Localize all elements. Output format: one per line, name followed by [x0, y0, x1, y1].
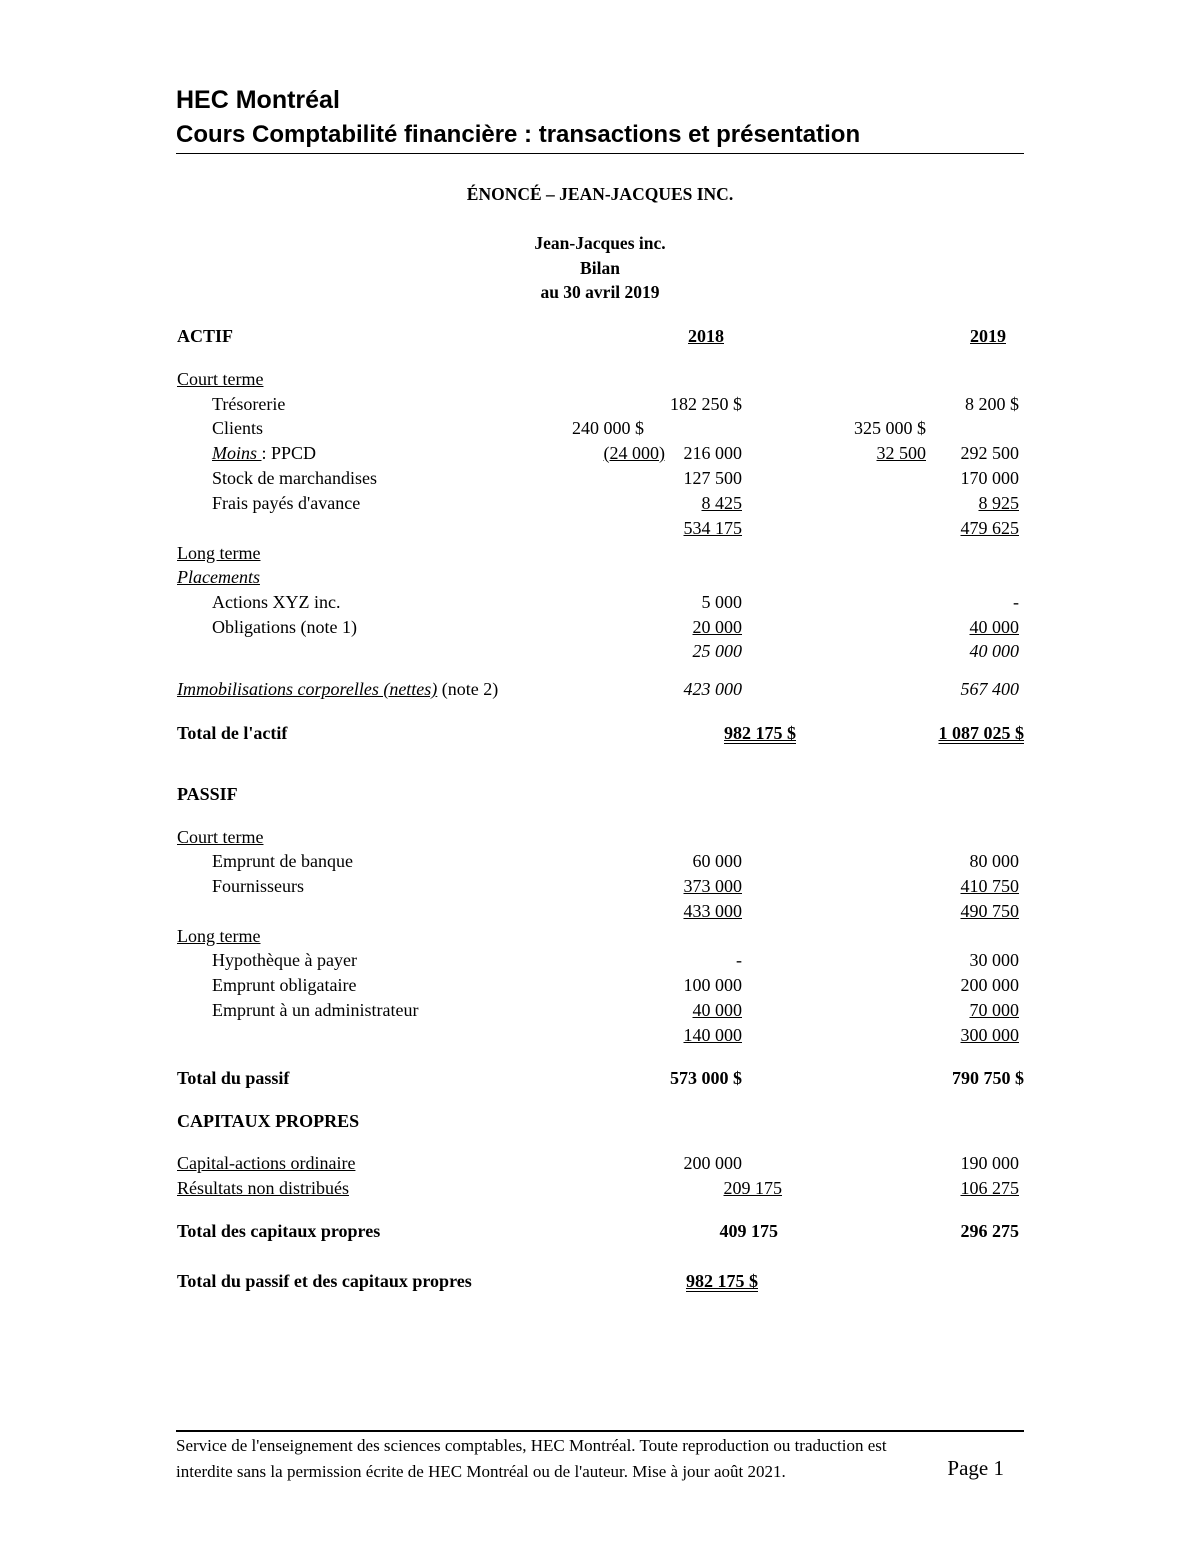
value-2018: 982 175 $ [724, 723, 796, 743]
table-row [0, 441, 1200, 465]
value-2018: 982 175 $ [686, 1271, 758, 1291]
table-row [0, 392, 1200, 416]
passif-long-terme-heading: Long terme [177, 926, 261, 946]
value-2019: 296 275 [960, 1221, 1019, 1241]
row-label: Clients [212, 418, 264, 438]
table-row [0, 998, 1200, 1022]
table-row [0, 590, 1200, 614]
row-label: Emprunt à un administrateur [212, 1000, 419, 1020]
document-title: ÉNONCÉ – JEAN-JACQUES INC. [466, 184, 734, 204]
placements-heading-row [0, 565, 1200, 589]
value-2019: 106 275 [960, 1178, 1019, 1198]
capitaux-header-row [0, 1109, 1200, 1133]
moins-label: Moins [212, 443, 262, 463]
value-2019: 300 000 [960, 1025, 1019, 1045]
row-label [177, 677, 498, 701]
table-row [0, 1151, 1200, 1175]
subtotal-row [0, 639, 1200, 663]
value-2018: 127 500 [683, 468, 742, 488]
value-2018: 40 000 [692, 1000, 742, 1020]
row-label: Obligations (note 1) [212, 617, 357, 637]
row-label: Capital-actions ordinaire [177, 1153, 356, 1173]
value-2018: 8 425 [701, 493, 742, 513]
year-2019-header: 2019 [970, 326, 1006, 346]
statement-name: Bilan [580, 258, 620, 278]
sub-value-2019: 325 000 $ [854, 418, 926, 438]
value-2019: 790 750 $ [952, 1068, 1024, 1088]
value-2018: 25 000 [692, 641, 742, 661]
footer-line-2: interdite sans la permission écrite de HEC Montréal ou de l'auteur. Mise à jour août 2021. [176, 1462, 786, 1481]
row-label: Résultats non distribués [177, 1178, 349, 1198]
passif-ct-heading-row [0, 825, 1200, 849]
sub-value-2019: 32 500 [876, 443, 926, 463]
footer-divider [176, 1430, 1024, 1432]
subtotal-row [0, 516, 1200, 540]
value-2019: 30 000 [969, 950, 1019, 970]
value-2019: 40 000 [969, 617, 1019, 637]
total-row [0, 1066, 1200, 1090]
value-2018: 409 175 [719, 1221, 778, 1241]
value-2019: 80 000 [969, 851, 1019, 871]
value-2019: 479 625 [960, 518, 1019, 538]
page-number: Page 1 [947, 1456, 1004, 1480]
value-2018: 216 000 [683, 443, 742, 463]
value-2019: 567 400 [960, 679, 1019, 699]
actif-long-terme-heading: Long terme [177, 543, 261, 563]
value-2019: - [1013, 592, 1019, 612]
actif-lt-heading-row [0, 541, 1200, 565]
value-2018: 573 000 $ [670, 1068, 742, 1088]
passif-heading: PASSIF [177, 784, 238, 804]
year-2018-header: 2018 [688, 326, 724, 346]
table-row [0, 874, 1200, 898]
value-2019: 410 750 [960, 876, 1019, 896]
value-2019: 200 000 [960, 975, 1019, 995]
row-label: Trésorerie [212, 394, 286, 414]
subtotal-row [0, 899, 1200, 923]
company-name: Jean-Jacques inc. [534, 233, 666, 253]
table-row [0, 973, 1200, 997]
value-2018: 20 000 [692, 617, 742, 637]
value-2019: 1 087 025 $ [938, 723, 1024, 743]
school-name: HEC Montréal [176, 86, 340, 114]
value-2018: 182 250 $ [670, 394, 742, 414]
sub-value-2018: 240 000 $ [572, 418, 644, 438]
table-row [0, 849, 1200, 873]
total-row [0, 721, 1200, 745]
subtotal-row [0, 1023, 1200, 1047]
value-2019: 170 000 [960, 468, 1019, 488]
row-label: Actions XYZ inc. [212, 592, 341, 612]
statement-date: au 30 avril 2019 [540, 282, 660, 302]
table-row [0, 416, 1200, 440]
actif-ct-heading-row [0, 367, 1200, 391]
value-2018: - [736, 950, 742, 970]
value-2019: 190 000 [960, 1153, 1019, 1173]
value-2019: 292 500 [960, 443, 1019, 463]
value-2018: 433 000 [683, 901, 742, 921]
value-2019: 40 000 [969, 641, 1019, 661]
value-2018: 5 000 [701, 592, 742, 612]
table-row [0, 615, 1200, 639]
actif-court-terme-heading: Court terme [177, 369, 264, 389]
row-label: Total des capitaux propres [177, 1221, 381, 1241]
table-row [0, 677, 1200, 701]
sub-value-2018: (24 000) [603, 443, 665, 463]
actif-heading: ACTIF [177, 326, 234, 346]
table-row [0, 491, 1200, 515]
row-label: Total du passif [177, 1068, 290, 1088]
row-label [212, 441, 316, 465]
value-2018: 60 000 [692, 851, 742, 871]
actif-header-row [0, 324, 1200, 348]
placements-heading: Placements [177, 567, 260, 587]
value-2019: 8 200 $ [965, 394, 1019, 414]
row-label: Stock de marchandises [212, 468, 377, 488]
row-label: Total de l'actif [177, 723, 288, 743]
passif-court-terme-heading: Court terme [177, 827, 264, 847]
row-label: Emprunt obligataire [212, 975, 357, 995]
row-label: Emprunt de banque [212, 851, 353, 871]
value-2018: 209 175 [723, 1178, 782, 1198]
value-2019: 8 925 [978, 493, 1019, 513]
row-label: Frais payés d'avance [212, 493, 361, 513]
value-2019: 70 000 [969, 1000, 1019, 1020]
table-row [0, 948, 1200, 972]
value-2018: 373 000 [683, 876, 742, 896]
immo-label: Immobilisations corporelles (nettes) [177, 679, 438, 699]
table-row [0, 466, 1200, 490]
value-2018: 423 000 [683, 679, 742, 699]
course-title: Cours Comptabilité financière : transactions et présentation [176, 121, 861, 148]
table-row [0, 1176, 1200, 1200]
footer-line-1: Service de l'enseignement des sciences comptables, HEC Montréal. Toute reproduction ou traduction est [176, 1436, 887, 1455]
row-label: Fournisseurs [212, 876, 305, 896]
passif-header-row [0, 782, 1200, 806]
total-row [0, 1219, 1200, 1243]
header-divider [176, 153, 1024, 154]
row-label: Hypothèque à payer [212, 950, 357, 970]
value-2018: 140 000 [683, 1025, 742, 1045]
ppcd-label: : PPCD [261, 443, 317, 463]
immo-note: (note 2) [437, 679, 499, 699]
grand-total-row [0, 1269, 1200, 1293]
value-2019: 490 750 [960, 901, 1019, 921]
passif-lt-heading-row [0, 924, 1200, 948]
value-2018: 100 000 [683, 975, 742, 995]
value-2018: 534 175 [683, 518, 742, 538]
value-2018: 200 000 [683, 1153, 742, 1173]
row-label: Total du passif et des capitaux propres [177, 1271, 472, 1291]
capitaux-heading: CAPITAUX PROPRES [177, 1111, 360, 1131]
